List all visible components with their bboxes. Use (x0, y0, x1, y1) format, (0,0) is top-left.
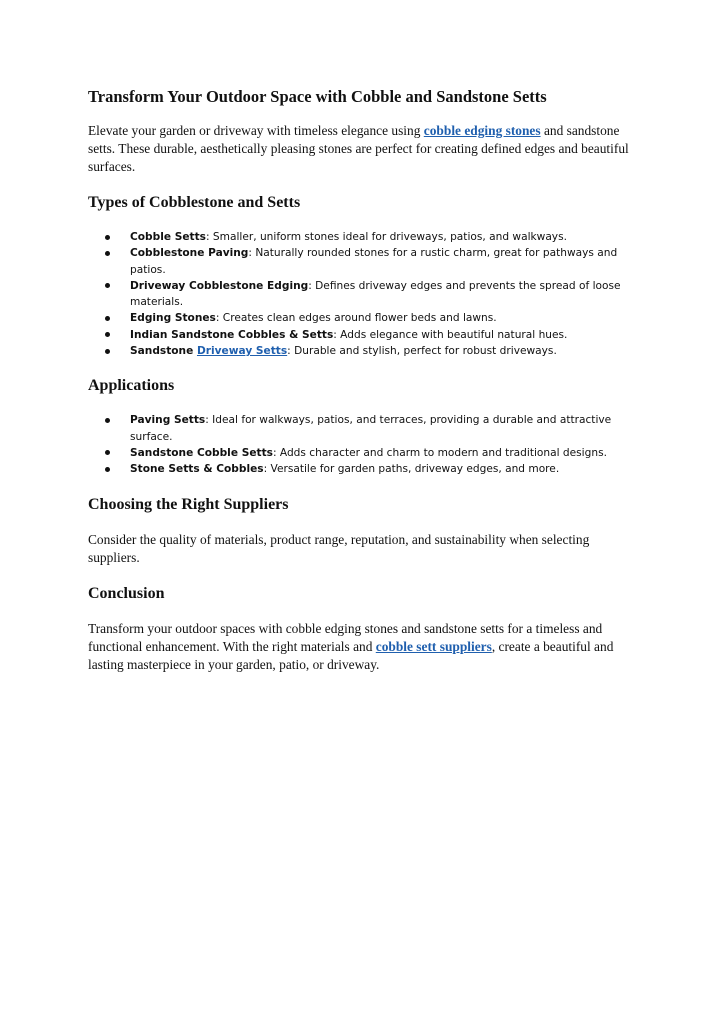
item-term: Edging Stones (130, 312, 216, 325)
driveway-setts-link[interactable]: Driveway Setts (196, 345, 288, 358)
list-item (88, 343, 636, 359)
bullet-icon (105, 467, 110, 472)
item-term: Cobblestone Paving (130, 247, 249, 260)
list-item (88, 229, 636, 245)
item-term: Stone Setts & Cobbles (130, 463, 264, 476)
item-description: : Adds elegance with beautiful natural hues. (333, 328, 568, 341)
list-item (88, 245, 636, 278)
bullet-icon (105, 235, 110, 240)
list-item (88, 310, 636, 326)
item-term: Sandstone Cobble Setts (130, 446, 273, 459)
conclusion-heading: Conclusion (88, 584, 165, 602)
intro-paragraph (88, 122, 636, 176)
cobble-edging-stones-link[interactable]: cobble edging stones (423, 123, 541, 138)
item-description: : Versatile for garden paths, driveway edges, and more. (263, 463, 560, 476)
item-description: : Ideal for walkways, patios, and terraces, providing a durable and attractive surface. (130, 414, 612, 443)
bullet-icon (105, 349, 110, 354)
item-description: : Smaller, uniform stones ideal for driveways, patios, and walkways. (205, 231, 567, 243)
item-description: : Naturally rounded stones for a rustic charm, great for pathways and patios. (130, 247, 618, 276)
conclusion-text-before: Transform your outdoor spaces with cobble edging stones and sandstone setts for a timeless and functional enhancement. With the right materials and (88, 620, 603, 654)
suppliers-heading: Choosing the Right Suppliers (88, 495, 289, 513)
conclusion-text-after: , create a beautiful and lasting masterpiece in your garden, patio, or driveway. (88, 638, 614, 672)
item-description: : Adds character and charm to modern and traditional designs. (272, 446, 607, 459)
item-description: : Creates clean edges around flower beds and lawns. (215, 312, 497, 325)
bullet-icon (105, 316, 110, 321)
list-item (88, 327, 636, 343)
bullet-icon (105, 418, 110, 423)
applications-list (88, 412, 636, 477)
suppliers-paragraph: Consider the quality of materials, product range, reputation, and sustainability when selecting suppliers. (88, 531, 590, 565)
list-item (88, 445, 636, 461)
applications-heading: Applications (88, 377, 175, 395)
types-heading: Types of Cobblestone and Setts (88, 194, 301, 211)
list-item (88, 278, 636, 311)
bullet-icon (105, 332, 110, 337)
types-list (88, 229, 636, 359)
bullet-icon (105, 283, 110, 288)
bullet-icon (105, 251, 110, 256)
intro-text-after: and sandstone setts. These durable, aesthetically pleasing stones are perfect for creating defined edges and beautiful surfaces. (88, 123, 629, 174)
item-term: Sandstone (130, 345, 197, 358)
list-item (88, 461, 636, 477)
item-description: : Defines driveway edges and prevents the spread of loose materials. (130, 279, 621, 309)
intro-text-before: Elevate your garden or driveway with timeless elegance using (88, 123, 424, 138)
page-title: Transform Your Outdoor Space with Cobble and Sandstone Setts (88, 87, 547, 106)
item-term: Driveway Cobblestone Edging (130, 279, 309, 292)
item-term: Cobble Setts (130, 231, 206, 243)
item-description: : Durable and stylish, perfect for robust driveways. (287, 345, 557, 358)
conclusion-paragraph (88, 620, 636, 674)
item-term: Indian Sandstone Cobbles & Setts (130, 328, 334, 341)
list-item (88, 412, 636, 445)
item-term: Paving Setts (130, 414, 206, 427)
cobble-sett-suppliers-link[interactable]: cobble sett suppliers (375, 638, 492, 654)
bullet-icon (105, 450, 110, 455)
document-content (88, 86, 636, 690)
